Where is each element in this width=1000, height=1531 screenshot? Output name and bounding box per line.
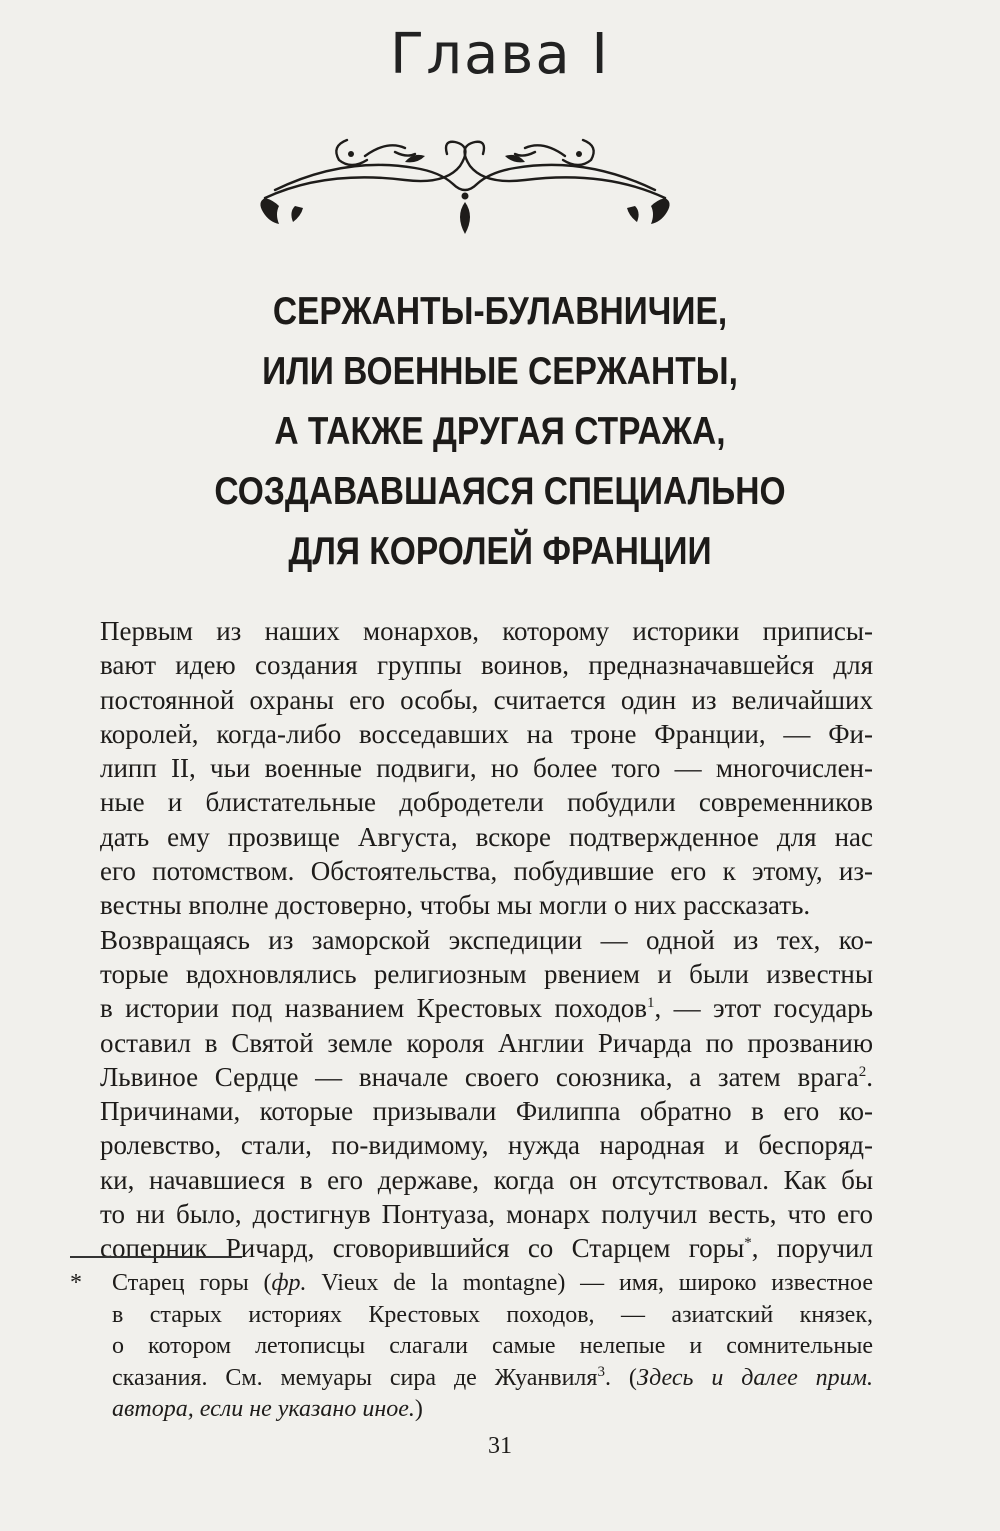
paragraph-2 xyxy=(70,923,873,1266)
text-line: Первым из наших монархов, которому историки приписы- xyxy=(100,616,873,646)
text-line: ки, начавшиеся в его державе, когда он отсутствовал. Как бы xyxy=(100,1164,873,1195)
text-run: сказания. См. мемуары сира де Жуанвиля xyxy=(112,1364,598,1391)
title-line: ДЛЯ КОРОЛЕЙ ФРАНЦИИ xyxy=(288,530,712,573)
title-line: ИЛИ ВОЕННЫЕ СЕРЖАНТЫ, xyxy=(262,350,738,393)
text-line: ные и блистательные добродетели побудили современников xyxy=(100,787,873,818)
text-line: дать ему прозвище Августа, вскоре подтвержденное для нас xyxy=(100,821,873,852)
title-line: СЕРЖАНТЫ-БУЛАВНИЧИЕ, xyxy=(272,290,728,333)
ornament-flourish-icon xyxy=(255,128,675,243)
text-line: вают идею создания группы воинов, предназначавшейся для xyxy=(100,650,873,681)
text-line: то ни было, достигнув Понтуаза, монарх получил весть, что его xyxy=(100,1199,873,1230)
text-run: . ( xyxy=(604,1364,637,1391)
chapter-title xyxy=(60,282,940,582)
text-run-italic: автора, если не указано иное. xyxy=(112,1396,415,1422)
text-line xyxy=(70,991,873,1025)
text-line: постоянной охраны его особы, считается один из величайших xyxy=(100,684,873,715)
text-line: липп II, чьи военные подвиги, но более того — многочислен- xyxy=(100,753,873,784)
text-run: . xyxy=(866,1061,873,1092)
text-run-italic: Здесь и далее прим. xyxy=(636,1364,873,1391)
paragraph-1 xyxy=(70,614,873,923)
text-run: Vieux de la montagne) — имя, широко известное xyxy=(306,1270,873,1296)
text-run: , поручил xyxy=(751,1233,873,1264)
text-line xyxy=(70,1231,873,1265)
text-line: вестны вполне достоверно, чтобы мы могли о них рассказать. xyxy=(100,890,811,921)
footnote-line: о котором летописцы слагали самые нелепые и сомнительные xyxy=(112,1333,873,1359)
text-line xyxy=(70,1060,873,1094)
chapter-heading: Глава I xyxy=(390,22,610,87)
endnote-ref-3: 3 xyxy=(597,1363,605,1380)
endnote-ref-1: 1 xyxy=(646,995,655,1012)
endnote-ref-2: 2 xyxy=(858,1063,867,1080)
text-run: , — этот государь xyxy=(654,993,873,1024)
body-text xyxy=(70,614,873,1266)
title-line: СОЗДАВАВШАЯСЯ СПЕЦИАЛЬНО xyxy=(214,470,786,513)
footnote-ref-star: * xyxy=(744,1235,752,1252)
text-line: Причинами, которые призывали Филиппа обратно в его ко- xyxy=(100,1096,873,1127)
page-number: 31 xyxy=(488,1433,512,1459)
text-run: в истории под названием Крестовых походов xyxy=(100,993,647,1024)
text-line: его потомством. Обстоятельства, побудившие его к этому, из- xyxy=(100,856,873,887)
footnote-mark: * xyxy=(70,1270,82,1296)
text-line: королей, когда-либо восседавших на троне Франции, — Фи- xyxy=(100,718,873,749)
title-line: А ТАКЖЕ ДРУГАЯ СТРАЖА, xyxy=(274,410,726,453)
footnote-line xyxy=(112,1394,873,1426)
footnote-line: в старых историях Крестовых походов, — азиатский князек, xyxy=(112,1301,873,1328)
footnote-divider xyxy=(70,1256,242,1258)
text-run: ) xyxy=(414,1396,423,1422)
text-line: Возвращаясь из заморской экспедиции — одной из тех, ко- xyxy=(100,924,873,955)
text-run: соперник Ричард, сговорившийся со Старцем горы xyxy=(100,1233,745,1264)
footnote-line xyxy=(112,1268,873,1300)
text-line: торые вдохновлялись религиозным рвением и были известны xyxy=(100,958,873,989)
footnote xyxy=(70,1268,873,1426)
text-run: Львиное Сердце — вначале своего союзника, а затем врага xyxy=(100,1061,859,1092)
text-line: оставил в Святой земле короля Англии Ричарда по прозванию xyxy=(100,1027,873,1058)
footnote-line xyxy=(112,1363,873,1395)
text-run-italic: фр. xyxy=(271,1270,307,1296)
text-line: ролевство, стали, по-видимому, нужда народная и беспоряд- xyxy=(100,1130,873,1161)
footnote-text xyxy=(112,1268,873,1426)
text-run: Старец горы ( xyxy=(112,1270,272,1296)
